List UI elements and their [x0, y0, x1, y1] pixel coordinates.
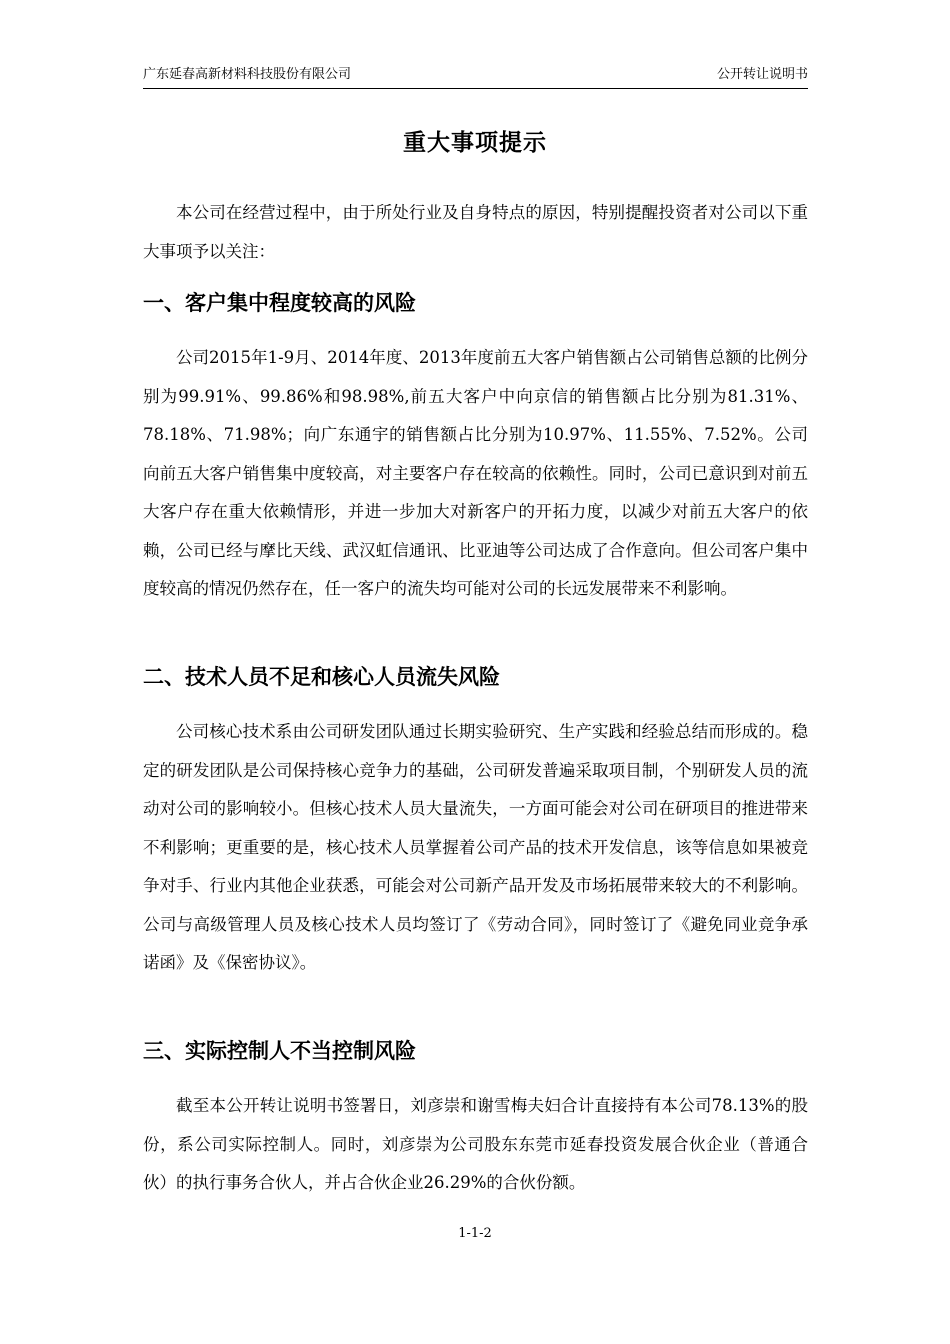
- page-header: [143, 64, 808, 89]
- intro-paragraph: 本公司在经营过程中，由于所处行业及自身特点的原因，特别提醒投资者对公司以下重大事项予以关注：: [143, 203, 808, 261]
- header-company-name: 广东延春高新材料科技股份有限公司: [143, 67, 352, 82]
- section-paragraph-customer-concentration: 公司2015年1-9月、2014年度、2013年度前五大客户销售额占公司销售总额的比例分别为99.91%、99.86%和98.98%,前五大客户中向京信的销售额占比分别为81.31%、78.18%、71.98%；向广东通宇的销售额占比分别为10.97%、11.55%、7.52%。公司向前五大客户销售集中度较高，对主要客户存在较高的依赖性。同时，公司已意识到对前五大客户存在重大依赖情形，并进一步加大对新客户的开拓力度，以减少对前五大客户的依赖，公司已经与摩比天线、武汉虹信通讯、比亚迪等公司达成了合作意向。但公司客户集中度较高的情况仍然存在，任一客户的流失均可能对公司的长远发展带来不利影响。: [143, 348, 808, 598]
- page-number: 1-1-2: [458, 1226, 492, 1241]
- header-document-type: 公开转让说明书: [716, 67, 808, 82]
- page-title: 重大事项提示: [403, 130, 547, 156]
- section-paragraph-personnel-risk: 公司核心技术系由公司研发团队通过长期实验研究、生产实践和经验总结而形成的。稳定的研发团队是公司保持核心竞争力的基础，公司研发普遍采取项目制，个别研发人员的流动对公司的影响较小。但核心技术人员大量流失，一方面可能会对公司在研项目的推进带来不利影响；更重要的是，核心技术人员掌握着公司产品的技术开发信息，该等信息如果被竞争对手、行业内其他企业获悉，可能会对公司新产品开发及市场拓展带来较大的不利影响。公司与高级管理人员及核心技术人员均签订了《劳动合同》，同时签订了《避免同业竞争承诺函》及《保密协议》。: [143, 722, 808, 972]
- section-paragraph-controller-risk: 截至本公开转让说明书签署日，刘彦崇和谢雪梅夫妇合计直接持有本公司78.13%的股份，系公司实际控制人。同时，刘彦崇为公司股东东莞市延春投资发展合伙企业（普通合伙）的执行事务合伙人，并占合伙企业26.29%的合伙份额。: [143, 1096, 808, 1192]
- section-heading-personnel-risk: 二、技术人员不足和核心人员流失风险: [143, 665, 500, 689]
- section-heading-customer-concentration: 一、客户集中程度较高的风险: [143, 291, 416, 315]
- section-heading-controller-risk: 三、实际控制人不当控制风险: [143, 1039, 416, 1063]
